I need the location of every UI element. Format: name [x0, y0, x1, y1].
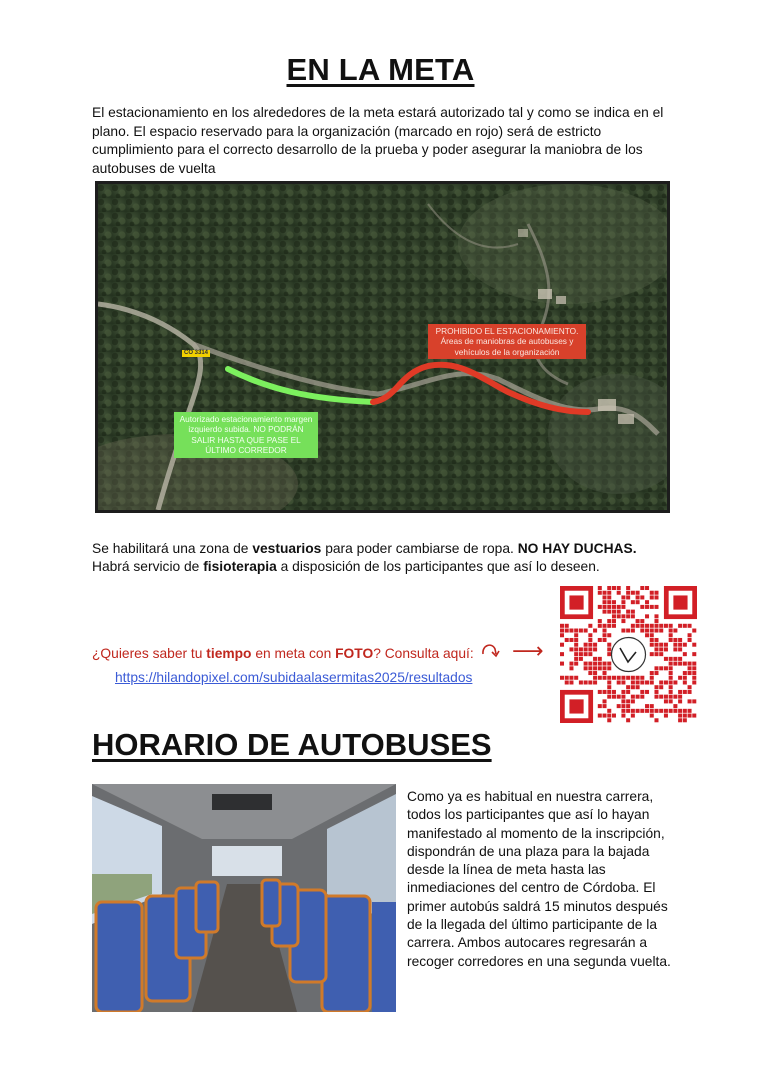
bold-vestuarios: vestuarios	[252, 541, 322, 556]
prohibited-label-desc: Áreas de maniobras de autobuses y vehículos de la organización	[440, 336, 574, 357]
facilities-line-1	[92, 540, 692, 558]
bold-tiempo: tiempo	[206, 646, 252, 661]
text-span: ? Consulta aquí:	[373, 646, 474, 661]
bus-description: Como ya es habitual en nuestra carrera, todos los participantes que así lo hayan manifestado al momento de la inscripción, dispondrán de una plaza para la bajada desde la línea de meta hasta las inmediaciones del centro de Córdoba. El primer autobús saldrá 15 minutos después de la llegada del último participante de la carrera. Ambos autocares regresarán a recoger corredores en una segunda vuelta.	[407, 789, 671, 969]
bold-fisioterapia: fisioterapia	[203, 559, 277, 574]
text-span: a disposición de los participantes que así lo deseen.	[276, 559, 600, 574]
bus-heading: HORARIO DE AUTOBUSES	[92, 727, 492, 762]
arrow-right-icon: ⟶	[512, 638, 544, 663]
text-span: en meta con	[251, 646, 336, 661]
allowed-label: Autorizado estacionamiento margen izquierdo subida. NO PODRÁN SALIR HASTA QUE PASE EL ÚLTIMO CORREDOR	[174, 412, 318, 458]
text-span: Se habilitará una zona de	[92, 541, 253, 556]
bold-no-duchas: NO HAY DUCHAS.	[517, 541, 637, 556]
bus-interior-image	[92, 784, 396, 1012]
bus-photo	[92, 784, 396, 1012]
facilities-line-2	[92, 558, 692, 576]
bold-foto: FOTO	[335, 646, 374, 661]
parking-map	[95, 181, 670, 513]
road-tag: CO 3314	[184, 350, 209, 356]
intro-paragraph: El estacionamiento en los alrededores de la meta estará autorizado tal y como se indica en el plano. El espacio reservado para la organización (marcado en rojo) será de estricto cumplimiento para el correcto desarrollo de la prueba y poder asegurar la maniobra de los autobuses de vuelta	[92, 105, 664, 176]
curved-arrow-icon	[480, 640, 502, 662]
results-cta	[92, 646, 474, 661]
prohibited-label	[428, 324, 586, 359]
qr-code-icon[interactable]	[560, 586, 697, 723]
text-span: ¿Quieres saber tu	[92, 646, 207, 661]
facilities-text	[92, 540, 692, 576]
prohibited-label-title: PROHIBIDO EL ESTACIONAMIENTO.	[435, 326, 579, 336]
text-span: Habrá servicio de	[92, 559, 204, 574]
results-link[interactable]: https://hilandopixel.com/subidaalasermitas2025/resultados	[115, 670, 473, 685]
text-span: para poder cambiarse de ropa.	[321, 541, 518, 556]
page-title: EN LA META	[286, 52, 475, 87]
